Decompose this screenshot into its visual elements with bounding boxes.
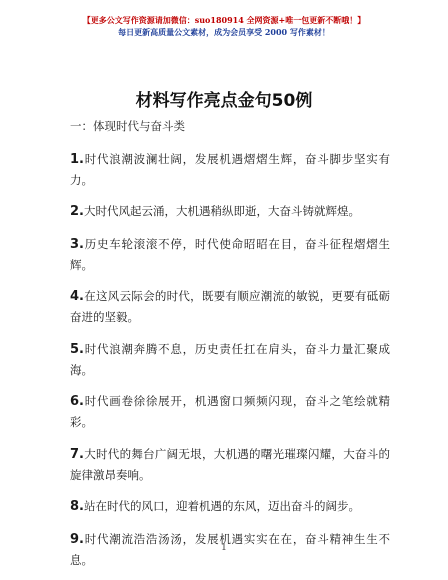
document-title: 材料写作亮点金句50例 (135, 91, 313, 111)
quote-number: 1. (70, 151, 84, 167)
quote-text: 历史车轮滚滚不停，时代使命昭昭在目，奋斗征程熠熠生辉。 (70, 236, 390, 272)
quote-item-3 (70, 234, 390, 275)
quote-number: 9. (70, 531, 84, 547)
quote-number: 3. (70, 236, 84, 252)
quote-text: 在这风云际会的时代，既要有顺应潮流的敏锐，更要有砥砺奋进的坚毅。 (70, 289, 390, 324)
page-number: 1 (221, 543, 227, 553)
quote-text: 站在时代的风口，迎着机遇的东风，迈出奋斗的阔步。 (83, 499, 360, 513)
quote-text: 时代浪潮波澜壮阔，发展机遇熠熠生辉，奋斗脚步坚实有力。 (70, 151, 390, 187)
quote-item-4 (70, 286, 390, 327)
quote-number: 8. (70, 499, 84, 514)
quote-number: 7. (70, 446, 84, 462)
quote-list (70, 137, 390, 578)
quote-item-1 (70, 149, 390, 190)
quote-item-6 (70, 391, 390, 432)
quote-item-5 (70, 339, 390, 380)
quote-text: 大时代风起云涌，大机遇稍纵即逝，大奋斗铸就辉煌。 (83, 204, 360, 218)
section-heading: 一：体现时代与奋斗类 (70, 119, 185, 133)
quote-number: 4. (70, 289, 84, 304)
quote-item-8 (70, 496, 390, 517)
quote-number: 5. (70, 341, 84, 357)
promo-banner-line-2: 每日更新高质量公文素材，成为会员享受 2000 写作素材！ (118, 27, 330, 37)
quote-item-7 (70, 444, 390, 485)
quote-text: 时代潮流浩浩汤汤，发展机遇实实在在，奋斗精神生生不息。 (70, 531, 390, 567)
quote-number: 2. (70, 204, 84, 219)
quote-text: 大时代的舞台广阔无垠，大机遇的曙光璀璨闪耀，大奋斗的旋律激昂奏响。 (70, 446, 390, 482)
promo-banner-line-1: 【更多公文写作资源请加微信：suo180914 全网资源+唯一包更新不断哦！】 (82, 15, 366, 25)
quote-text: 时代浪潮奔腾不息，历史责任扛在肩头，奋斗力量汇聚成海。 (70, 341, 390, 377)
quote-number: 6. (70, 394, 84, 409)
quote-text: 时代画卷徐徐展开，机遇窗口频频闪现，奋斗之笔绘就精彩。 (70, 394, 390, 429)
quote-item-2 (70, 201, 390, 222)
